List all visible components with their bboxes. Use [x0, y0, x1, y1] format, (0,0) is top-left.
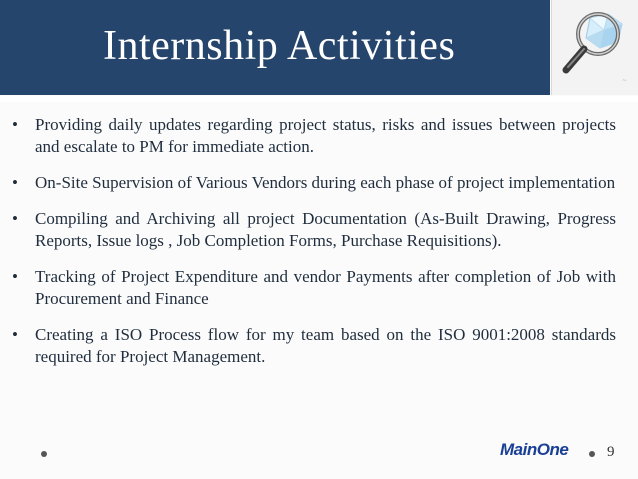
title-bar: [0, 0, 550, 95]
bullet-item: [10, 324, 616, 368]
svg-text:~: ~: [622, 77, 628, 84]
logo-box: [551, 0, 638, 95]
bullet-item: [10, 208, 616, 252]
bullet-text: Tracking of Project Expenditure and vendor Payments after completion of Job with Procurement and Finance: [35, 267, 616, 308]
slide-title: Internship Activities: [103, 23, 456, 69]
bullet-text: On-Site Supervision of Various Vendors during each phase of project implementation: [35, 173, 616, 192]
page-number: 9: [607, 444, 615, 460]
magnifier-diamond-icon: [556, 4, 636, 90]
bullet-list: [10, 114, 616, 382]
bullet-item: [10, 172, 616, 194]
title-divider: [0, 96, 638, 102]
bullet-marker: •: [12, 173, 18, 192]
bullet-text: Creating a ISO Process flow for my team based on the ISO 9001:2008 standards required for Project Management.: [35, 325, 616, 366]
footer-dot-left: [41, 451, 47, 457]
bullet-item: [10, 114, 616, 158]
bullet-marker: •: [12, 115, 18, 134]
bullet-marker: •: [12, 209, 18, 228]
bullet-marker: •: [12, 325, 18, 344]
footer-dot-right: [589, 451, 595, 457]
bullet-marker: •: [12, 267, 18, 286]
bullet-item: [10, 266, 616, 310]
bullet-text: Providing daily updates regarding project status, risks and issues between projects and escalate to PM for immediate action.: [35, 115, 616, 156]
bullet-text: Compiling and Archiving all project Documentation (As-Built Drawing, Progress Reports, Issue logs , Job Completion Forms, Purchase Requisitions).: [35, 209, 616, 250]
brand-logo: MainOne: [500, 440, 569, 459]
